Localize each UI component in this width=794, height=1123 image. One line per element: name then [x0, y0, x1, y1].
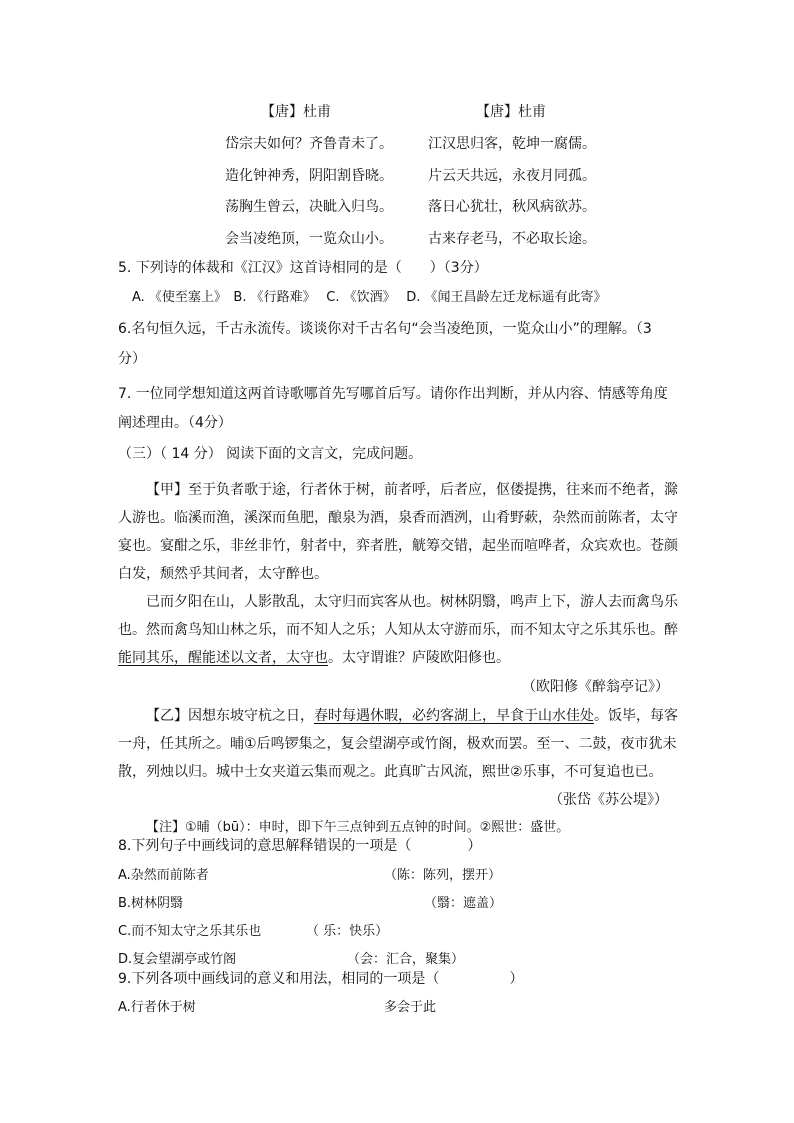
question-9-option-a-right: 多会于此: [384, 1000, 437, 1015]
passage-yi-line: [146, 706, 678, 726]
poem-right-line: 落日心犹壮，秋风病欲苏。: [428, 199, 596, 215]
question-9-option-a-left: A.行者休于树: [118, 1000, 196, 1015]
passage-jia-line: 人游也。临溪而渔，溪深而鱼肥，酿泉为酒，泉香而酒洌，山肴野蔌，杂然而前陈者，太守: [118, 510, 678, 526]
poem-left-line: 造化钟神秀，阴阳割昏晓。: [225, 168, 393, 184]
question-8-option-a: A.杂然而前陈者: [118, 868, 209, 883]
annotation-note: 【注】①晡（bū）：申时，即下午三点钟到五点钟的时间。②熙世：盛世。: [146, 820, 570, 835]
underlined-sentence: 春时每遇休暇，必约客湖上，早食于山水佳处: [314, 708, 594, 724]
passage-yi-line: 一舟，任其所之。晡①后鸣锣集之，复会望湖亭或竹阁，极欢而罢。至一、二鼓，夜市犹未: [118, 736, 677, 752]
passage-yi-source: （张岱《苏公堤》）: [549, 792, 668, 808]
poem-right-line: 江汉思归客，乾坤一腐儒。: [428, 136, 596, 152]
section-3-heading: （三）（ 14 分） 阅读下面的文言文，完成问题。: [118, 446, 423, 462]
question-7-line: 阐述理由。（4分）: [118, 415, 232, 431]
question-9-stem: 9.下列各项中画线词的意义和用法，相同的一项是（ ）: [118, 971, 524, 987]
poem-right-line: 片云天共远，永夜月同孤。: [428, 168, 596, 184]
question-8-gloss-b: （翳：遮盖）: [424, 896, 503, 911]
underlined-sentence: 能同其乐，醒能述以文者，太守也: [118, 650, 328, 666]
poem-right-line: 古来存老马，不必取长途。: [428, 231, 596, 247]
passage-jia-line: 已而夕阳在山，人影散乱，太守归而宾客从也。树林阴翳，鸣声上下，游人去而禽鸟乐: [146, 594, 678, 610]
passage-jia-tail: 。太守谓谁？庐陵欧阳修也。: [328, 650, 510, 666]
poem-right-author: 【唐】杜甫: [476, 104, 546, 120]
question-8-option-b: B.树林阴翳: [118, 896, 184, 911]
question-6-line: 分）: [118, 351, 146, 367]
passage-jia-line: 【甲】至于负者歌于途，行者休于树，前者呼，后者应，伛偻提携，往来而不绝者，滁: [146, 482, 678, 498]
passage-jia-last-line: [118, 648, 510, 668]
question-8-option-d: D.复会望湖亭或竹阁: [118, 952, 237, 967]
passage-jia-line: 白发，颓然乎其间者，太守醉也。: [118, 566, 328, 582]
passage-jia-source: （欧阳修《醉翁亭记》）: [522, 679, 669, 695]
question-5-options: A. 《使至塞上》 B. 《行路难》 C. 《饮酒》 D. 《闻王昌龄左迁龙标遥有此寄》: [132, 290, 607, 305]
question-5-stem: 5. 下列诗的体裁和《江汉》这首诗相同的是（ ）（3分）: [118, 260, 488, 276]
poem-left-line: 荡胸生曾云，决眦入归鸟。: [225, 199, 393, 215]
poem-left-line: 会当凌绝顶，一览众山小。: [225, 231, 393, 247]
poem-left-line: 岱宗夫如何？齐鲁青未了。: [225, 136, 393, 152]
question-8-gloss-c: （ 乐：快乐）: [306, 924, 389, 939]
poem-left-author: 【唐】杜甫: [261, 104, 331, 120]
passage-yi-text: 。饭毕，每客: [594, 708, 678, 724]
passage-yi-line: 散，列烛以归。城中士女夹道云集而观之。此真旷古风流，熙世②乐事，不可复追也已。: [118, 764, 663, 780]
question-8-option-c: C.而不知太守之乐其乐也: [118, 924, 262, 939]
question-8-stem: 8.下列句子中画线词的意思解释错误的一项是（ ）: [118, 838, 482, 854]
question-6-line: 6.名句恒久远，千古永流传。谈谈你对千古名句“会当凌绝顶，一览众山小”的理解。（3: [118, 321, 652, 337]
passage-yi-text: 【乙】因想东坡守杭之日，: [146, 708, 314, 724]
passage-jia-line: 也。然而禽鸟知山林之乐，而不知人之乐；人知从太守游而乐，而不知太守之乐其乐也。醉: [118, 622, 678, 638]
question-8-gloss-a: （陈：陈列，摆开）: [384, 868, 502, 883]
question-8-gloss-d: （会：汇合，聚集）: [347, 952, 465, 967]
passage-jia-line: 宴也。宴酣之乐，非丝非竹，射者中，弈者胜，觥筹交错，起坐而喧哗者，众宾欢也。苍颜: [118, 538, 678, 554]
question-7-line: 7. 一位同学想知道这两首诗歌哪首先写哪首后写。请你作出判断，并从内容、情感等角度: [118, 386, 668, 402]
